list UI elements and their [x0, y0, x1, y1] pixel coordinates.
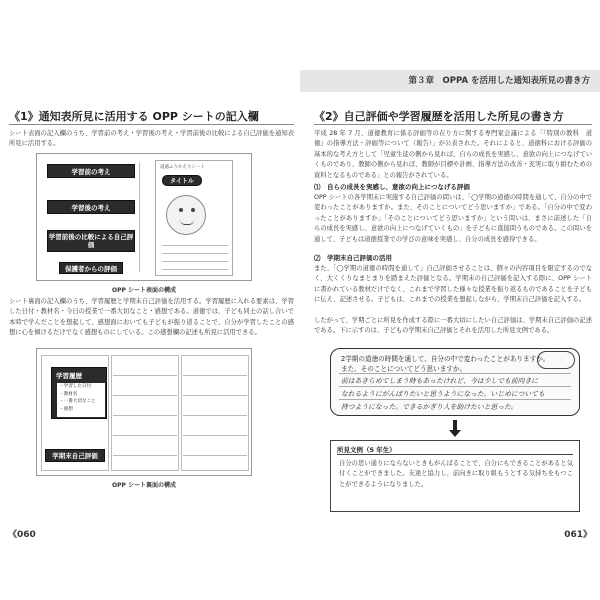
section-number: 《2》	[314, 110, 344, 123]
left-page-number: 《060	[8, 530, 36, 540]
handwritten-line-1: 前はあきらめてしまう時もあったけれど、今は少しでも前向きに	[341, 377, 539, 385]
chapter-header: 第３章 OPPA を活用した通知表所見の書き方	[408, 76, 590, 86]
subheading-1: ⑴ 自らの成長を実感し、意欲の向上につなげる評価	[314, 183, 470, 191]
character-illustration-icon	[166, 195, 206, 235]
box-self-evaluation: 学習前後の比較による自己評価	[47, 230, 135, 252]
mini-sheet	[155, 160, 233, 276]
section-number: 《1》	[9, 110, 39, 123]
right-paragraph-3: また、「◯学期の道徳の時間を通して」自己評価させることは、個々の内容項目を限定するのでなく、大くくりなまとまりを踏まえた評価となる。学期末の自己評価を記入する際に、OPP シートに書かれている教材だけでなく、これまで学習した様々な授業を振り返るものであることを子どもに伝え、記述させる。子どもは、これまでの授業を想起しながら、学期末自己評価を記入する。	[314, 265, 592, 304]
left-intro-paragraph: シート表面の記入欄のうち、学習前の考え・学習後の考え・学習前後の比較による自己評価を通知表所見に活用する。	[9, 130, 295, 148]
handwritten-line-3: 持つようになった。できるかぎり人を助けたいと思った。	[341, 403, 518, 411]
right-paragraph-2: OPP シートの各学期末に実施する自己評価の問いは、「◯学期の道徳の時間を通して、自分の中で変わったことがありますか。また、そのことについてどう思いますか」である。「自分の中で変わったことがありますか」「そのことについてどう思いますか」という問いは、まさに前述した「自らの成長を実感し、意欲の向上につなげていくもの」を子どもに直接問うものである。この問いを通して、子どもは道徳授業での学びの意味を実感し、自分の成長を感得できる。	[314, 194, 592, 243]
box-parent-evaluation: 保護者からの評価	[59, 262, 123, 274]
section-title-text: 自己評価や学習履歴を活用した所見の書き方	[343, 110, 564, 123]
mini-sheet-heading: 道徳ふりかえりシート	[160, 165, 205, 170]
section-rule	[9, 124, 294, 125]
connector-line	[139, 162, 140, 272]
left-body-paragraph: シート裏面の記入欄のうち、学習履歴と学期末自己評価を活用する。学習履歴に入れる要素は、学習した日付・教材名・今日の授業で一番大切なこと・感想である。道徳では、子ども同士の話し合いで本時で学んだことを想起して、感想面においても子どもが振り返ることで、自分が学習したことの感想に心を傾けるだけでなく感想ものにしている。この感想欄の記述も所見に活用できる。	[9, 298, 295, 337]
prompt-line-2: また、そのことについてどう思いますか。	[341, 365, 467, 373]
diagram1-caption: OPP シート表面の構成	[112, 287, 176, 294]
right-section-title	[314, 108, 564, 124]
callout-title: 学習履歴	[56, 372, 82, 380]
diagram2-caption: OPP シート裏面の構成	[112, 482, 176, 489]
arrow-down-icon	[449, 430, 461, 437]
example-label: 所見文例（5 年生）	[337, 446, 396, 454]
handwritten-line-2: なれるようにがんばりたいと思うようになった。いじめについても	[341, 390, 545, 398]
right-paragraph-4: したがって、学期ごとに所見を作成する際に一番大切にしたい自己評価は、学期末自己評価の記述である。下に示すのは、子どもの学期末自己評価とそれを活用した所見文例である。	[314, 317, 592, 335]
box-term-end-evaluation: 学期末自己評価	[45, 449, 105, 462]
prompt-line-1: 2学期の道徳の時間を通して、自分の中で変わったことがありますか。	[341, 355, 550, 363]
learning-history-callout	[51, 367, 107, 419]
arrow-shaft	[453, 420, 457, 430]
right-paragraph-1: 平成 28 年 7 月、道徳教育に係る評価等の在り方に関する専門家会議による「『特別の教科 道徳』の指導方法・評価等について（報告）」が公表された。それによると、道徳科における評価の基本的な考え方として「児童生徒の側から見れば、自らの成長を実感し、意欲の向上につなげていくものであり、教師の側から見れば、教師が目標や計画、指導方法の改善・充実に取り組むための資料となるものである」との報告がされている。	[314, 130, 592, 179]
callout-items: ・学習した日付 ・教材名 ・一番大切なこと ・感想	[57, 383, 105, 417]
opp-back-diagram	[36, 348, 252, 476]
opp-front-diagram	[36, 153, 252, 281]
handwritten-circle-mark	[537, 351, 575, 369]
right-page	[300, 0, 600, 600]
left-section-title	[9, 108, 259, 124]
handwritten-self-evaluation	[330, 348, 580, 416]
example-text: 自分の思い通りにならないときもがんばることで、自分にもできることがあると気付くことができました。友達と協力し、前向きに取り組もうとする気持ちをもつことができるようになりました。	[339, 460, 573, 488]
box-post-learning: 学習後の考え	[47, 200, 135, 214]
title-tag: タイトル	[162, 175, 202, 186]
box-pre-learning: 学習前の考え	[47, 164, 135, 178]
example-box	[330, 440, 580, 512]
subheading-2: ⑵ 学期末自己評価の活用	[314, 254, 392, 262]
section-rule	[314, 124, 592, 125]
right-page-number: 061》	[564, 530, 592, 540]
section-title-text: 通知表所見に活用する OPP シートの記入欄	[38, 110, 259, 123]
